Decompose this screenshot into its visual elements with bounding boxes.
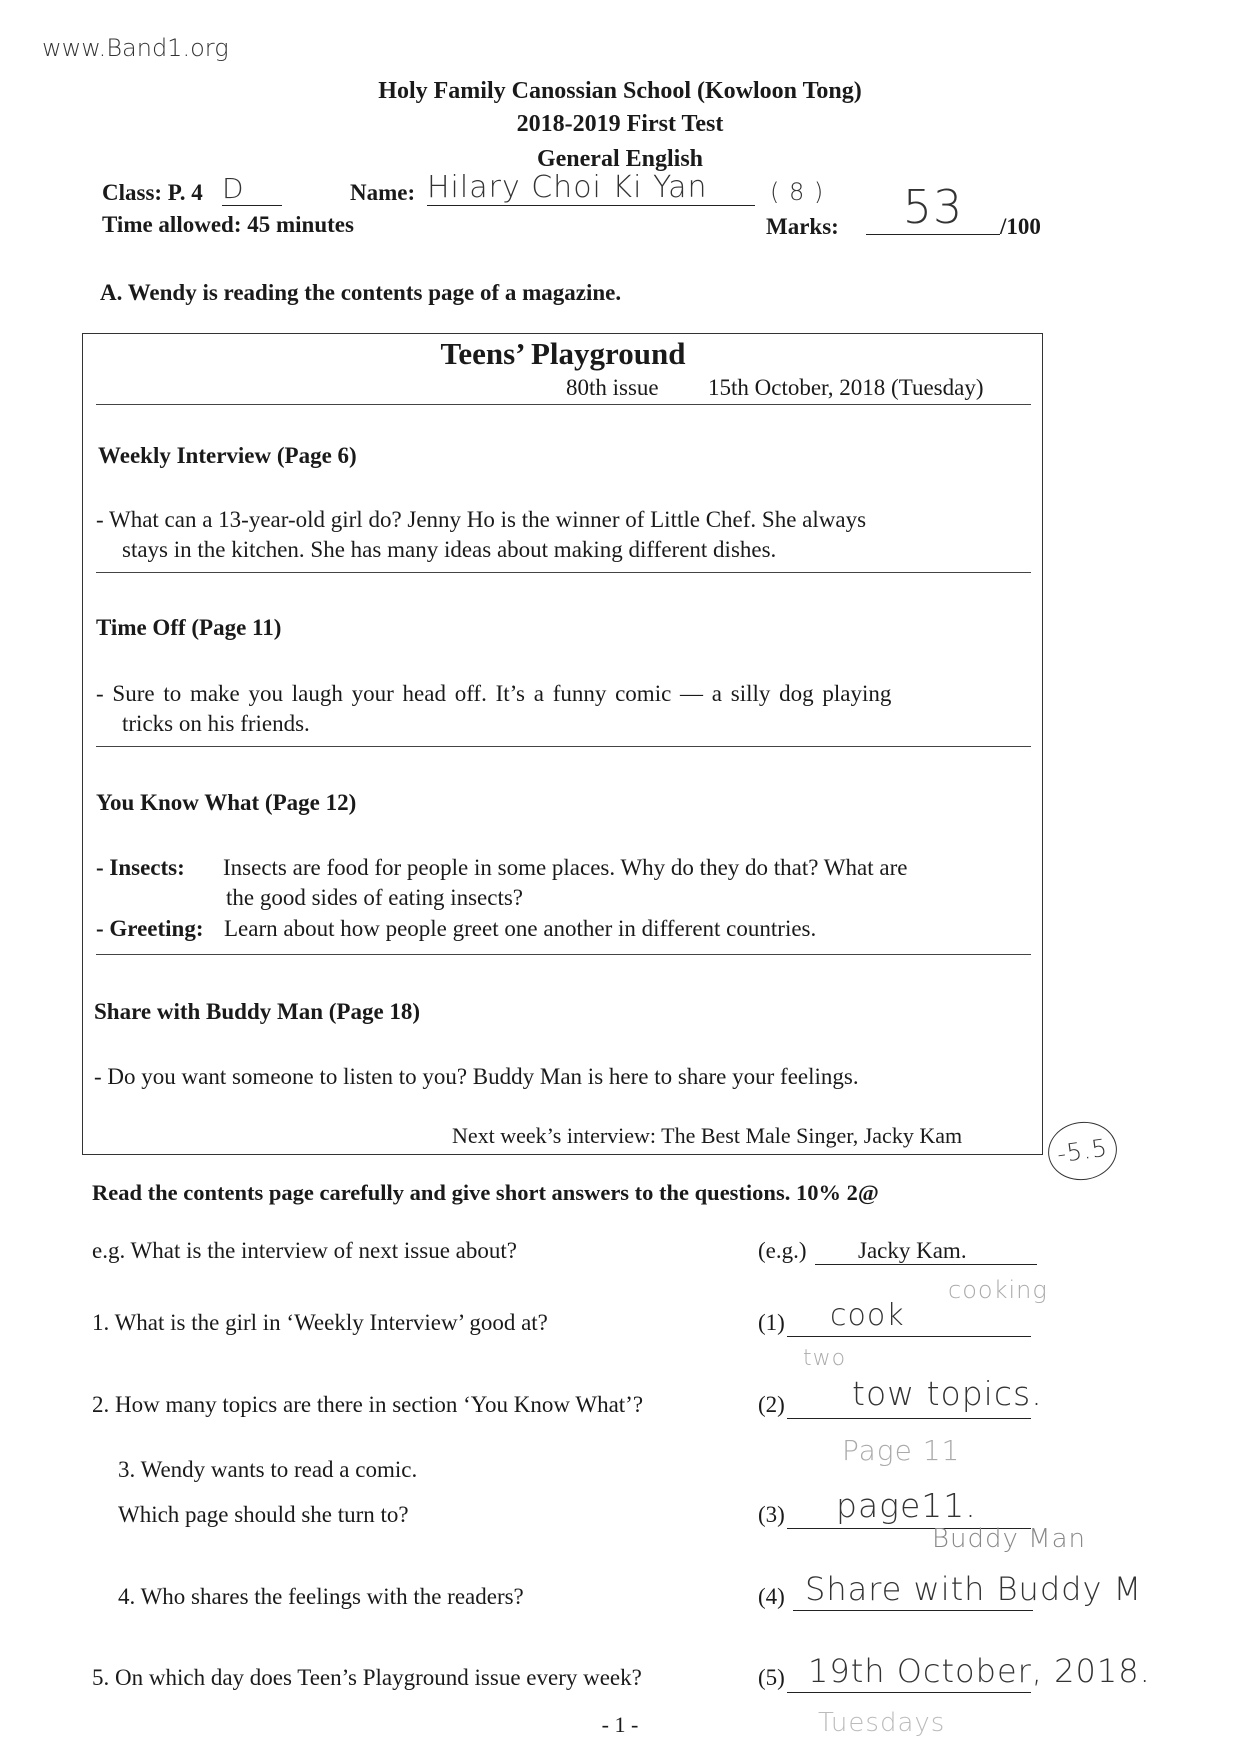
section-heading: You Know What (Page 12)	[96, 790, 357, 815]
school-name: Holy Family Canossian School (Kowloon Tong)	[378, 78, 862, 104]
teacher-correction: Tuesdays	[818, 1708, 946, 1738]
section-text: the good sides of eating insects?	[226, 885, 524, 910]
subject: General English	[536, 146, 704, 172]
section-heading: Share with Buddy Man (Page 18)	[94, 999, 421, 1024]
section-text: Learn about how people greet one another in different countries.	[224, 916, 817, 941]
section-text: Insects are food for people in some places. Why do they do that? What are	[223, 855, 908, 880]
marks-value: 53	[866, 180, 1000, 235]
question: 4. Who shares the feelings with the readers?	[118, 1584, 524, 1609]
teacher-correction: two	[803, 1346, 847, 1371]
answer-text: 19th October, 2018.	[808, 1652, 1151, 1690]
marks-total: /100	[1000, 214, 1041, 239]
page-number: - 1 -	[601, 1712, 639, 1737]
section-text: - Do you want someone to listen to you? Buddy Man is here to share your feelings.	[94, 1064, 859, 1089]
teacher-correction: Buddy Man	[932, 1524, 1087, 1554]
section-heading: Weekly Interview (Page 6)	[98, 443, 357, 468]
instructions: Read the contents page carefully and give short answers to the questions. 10% 2@	[92, 1180, 879, 1205]
student-number: ( 8 )	[770, 178, 825, 206]
class-label: Class: P. 4	[102, 180, 203, 205]
section-text: stays in the kitchen. She has many ideas about making different dishes.	[122, 537, 777, 562]
section-label: - Greeting:	[96, 916, 204, 941]
answer-text: cook	[830, 1298, 905, 1333]
teacher-correction: Page 11	[842, 1434, 961, 1467]
answer-number: (4)	[758, 1584, 785, 1609]
question: e.g. What is the interview of next issue about?	[92, 1238, 517, 1263]
name-value: Hilary Choi Ki Yan	[427, 170, 755, 206]
teacher-correction: cooking	[948, 1276, 1048, 1304]
next-week-interview: Next week’s interview: The Best Male Singer, Jacky Kam	[452, 1123, 963, 1148]
marks-label: Marks:	[766, 214, 839, 239]
question: 5. On which day does Teen’s Playground issue every week?	[92, 1665, 642, 1690]
answer-number: (3)	[758, 1502, 785, 1527]
answer-number: (2)	[758, 1392, 785, 1417]
answer-text: page11.	[836, 1486, 977, 1525]
section-text: - Sure to make you laugh your head off. It’s a funny comic — a silly dog playing	[96, 681, 892, 706]
example-answer: Jacky Kam.	[858, 1238, 967, 1263]
section-label: - Insects:	[96, 855, 185, 880]
question: 3. Wendy wants to read a comic.	[118, 1457, 418, 1482]
question: 1. What is the girl in ‘Weekly Interview’ good at?	[92, 1310, 548, 1335]
score-mark: -5.5	[1044, 1117, 1120, 1184]
question: 2. How many topics are there in section ‘You Know What’?	[92, 1392, 644, 1417]
magazine-title: Teens’ Playground	[440, 336, 686, 371]
magazine-issue: 80th issue	[566, 375, 659, 400]
answer-number: (1)	[758, 1310, 785, 1335]
section-a-title: A. Wendy is reading the contents page of a magazine.	[100, 280, 622, 305]
magazine-date: 15th October, 2018 (Tuesday)	[708, 375, 984, 400]
section-heading: Time Off (Page 11)	[96, 615, 282, 640]
answer-text: Share with Buddy M	[805, 1570, 1143, 1608]
answer-number: (5)	[758, 1665, 785, 1690]
section-text: - What can a 13-year-old girl do? Jenny Ho is the winner of Little Chef. She always	[96, 507, 867, 532]
class-value: D	[222, 172, 282, 206]
name-label: Name:	[350, 180, 416, 205]
question-line2: Which page should she turn to?	[118, 1502, 409, 1527]
time-allowed: Time allowed: 45 minutes	[102, 212, 354, 237]
test-name: 2018-2019 First Test	[516, 111, 724, 137]
answer-number: (e.g.)	[758, 1238, 807, 1263]
answer-text: tow topics.	[852, 1374, 1043, 1413]
section-text: tricks on his friends.	[122, 711, 310, 736]
watermark: www.Band1.org	[42, 34, 229, 62]
